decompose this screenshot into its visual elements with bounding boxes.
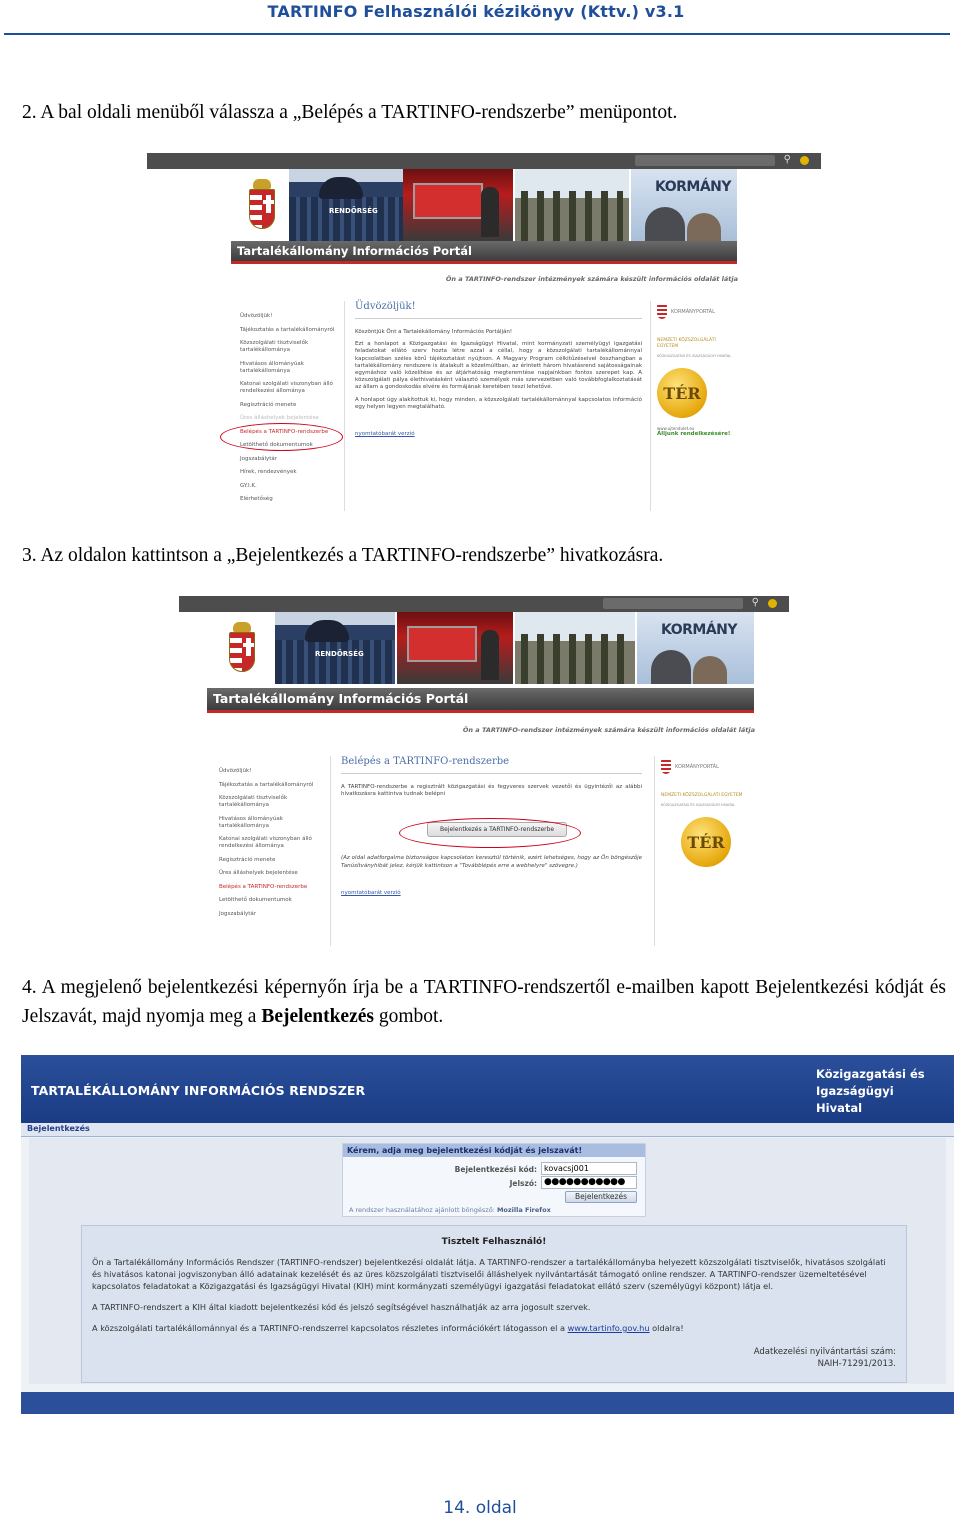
welcome-paragraph: Ezt a honlapot a Közigazgatási és Igazságügyi Hivatal, mint kormányzati személyügyi igazgatási feladatokat ellátó szerv hozta létre azzal a céllal, hogy a közszolgálati tartalékállománnyal kapcsolatban széles körű tájékoztatást nyújtson. A Magyary Program célkitűzéseivel összhangban a tartalékállomány rendszere is átalakult a közelmúltban, az érintett három hivatásrend sajátosságainak egymáshoz való közelítése és az átjárhatóság megteremtése napjainkban fontos szerepet kap. A közszolgálati pálya élethivatásként választó személyek más szervezetben való továbbfoglalkoztatását az állam a gondoskodás elvére és formájának keretében teszi lehetővé. <box>355 341 642 391</box>
login-screenshot <box>21 1055 954 1414</box>
menu-item-login[interactable]: Belépés a TARTINFO-rendszerbe <box>219 883 308 890</box>
welcome-content <box>344 301 642 511</box>
portal-top-bar <box>179 596 789 612</box>
registration-value: NAIH-71291/2013. <box>817 1359 896 1369</box>
menu-item[interactable]: Jogszabálytár <box>240 455 278 462</box>
menu-item[interactable]: Regisztráció menete <box>219 856 276 863</box>
kormanyportal-link[interactable]: KORMÁNYPORTÁL <box>675 763 719 770</box>
login-code-label: Bejelentkezési kód: <box>454 1165 537 1174</box>
browser-name: Mozilla Firefox <box>496 1206 551 1214</box>
globe-icon[interactable] <box>768 599 777 608</box>
menu-item-login[interactable]: Belépés a TARTINFO-rendszerbe <box>240 428 329 435</box>
menu-item[interactable]: Hivatásos állományúak tartalékállománya <box>240 360 304 374</box>
menu-item[interactable]: Üdvözöljük! <box>240 313 273 319</box>
portal-banner <box>231 169 737 241</box>
alljunk-banner[interactable]: Álljunk rendelkezésére! <box>657 431 731 437</box>
login-link-button[interactable]: Bejelentkezés a TARTINFO-rendszerbe <box>427 822 567 837</box>
menu-item[interactable]: Regisztráció menete <box>240 401 297 408</box>
firefighter-photo <box>397 612 513 684</box>
notice-paragraph: A TARTINFO-rendszert a KIH által kiadott bejelentkezési kód és jelszó segítségével használhatják az arra jogosult szervek. <box>92 1302 591 1312</box>
notice-text: oldalra! <box>649 1323 684 1333</box>
security-note: (Az oldal adatforgalma biztonságos kapcsolaton keresztül történik, ezért lehetséges, hogy az Ön böngészője Tanúsítványhibát jelez, kérjük kattintson a "Továbblépés erre a webhelyre" szövegre.) <box>341 855 642 869</box>
registration-number <box>754 1346 896 1370</box>
header-rule <box>4 33 950 35</box>
step-3-text: 3. Az oldalon kattintson a „Bejelentkezés a TARTINFO-rendszerbe” hivatkozásra. <box>22 545 664 566</box>
ter-logo[interactable]: TÉR <box>657 368 707 418</box>
highlight-ellipse <box>399 818 581 848</box>
government-sign-text: KORMÁNY <box>661 622 738 638</box>
university-logo-text[interactable]: NEMZETI KÖZSZOLGÁLATI EGYETEM <box>661 793 743 798</box>
police-photo <box>289 169 403 241</box>
welcome-heading: Üdvözöljük! <box>355 301 416 312</box>
ter-logo[interactable]: TÉR <box>681 817 731 867</box>
notice-text: A közszolgálati tartalékállománnyal és a TARTINFO-rendszerrel kapcsolatos részletes információkért látogasson el a <box>92 1323 568 1333</box>
kih-logo-text[interactable]: KÖZIGAZGATÁSI ÉS IGAZSÁGÜGYI HIVATAL <box>661 803 736 807</box>
menu-item[interactable]: Tájékoztatás a tartalékállományról <box>219 781 314 788</box>
military-photo <box>515 612 635 684</box>
document-title: TARTINFO Felhasználói kézikönyv (Kttv.) v3.1 <box>267 2 685 21</box>
menu-item[interactable]: Letölthető dokumentumok <box>219 897 292 903</box>
print-friendly-link[interactable]: nyomtatóbarát verzió <box>341 889 401 896</box>
menu-item[interactable]: Hírek, rendezvények <box>240 469 297 475</box>
portal-side-menu <box>240 313 340 510</box>
login-code-input[interactable]: kovacsj001 <box>541 1162 637 1175</box>
menu-item[interactable]: Közszolgálati tisztviselők tartalékállománya <box>219 795 288 808</box>
portal-top-bar <box>147 153 821 169</box>
menu-item[interactable]: Jogszabálytár <box>219 910 257 917</box>
university-logo-text[interactable]: NEMZETI KÖZSZOLGÁLATI EGYETEM <box>657 338 716 349</box>
portal-title: Tartalékállomány Információs Portál <box>207 688 754 710</box>
menu-item[interactable]: Letölthető dokumentumok <box>240 442 313 448</box>
police-photo <box>275 612 395 684</box>
portal-right-column <box>654 756 754 946</box>
kih-logo-text[interactable]: KÖZIGAZGATÁSI ÉS IGAZSÁGÜGYI HIVATAL <box>657 354 732 358</box>
portal-title: Tartalékállomány Információs Portál <box>231 241 737 261</box>
coat-of-arms-icon <box>657 305 667 319</box>
portal-screenshot-login-page <box>179 596 789 946</box>
coat-of-arms-icon <box>227 622 257 678</box>
step-4-button-name: Bejelentkezés <box>261 1006 374 1027</box>
agency-name: Közigazgatási és Igazságügyi Hivatal <box>816 1067 925 1115</box>
government-photo <box>637 612 754 684</box>
login-page-paragraph: A TARTINFO-rendszerbe a regisztrált közigazgatási és fegyveres szervek vezetői és ügyintézői az alábbi hivatkozásra kattintva tudnak belépni <box>341 784 642 798</box>
login-footer-bar <box>21 1392 954 1414</box>
page-number: 14. oldal <box>443 1498 517 1518</box>
portal-tagline: Ön a TARTINFO-rendszer intézmények számára készült információs oldalát látja <box>462 726 755 734</box>
breadcrumb <box>21 1123 954 1137</box>
browser-hint: A rendszer használatához ajánlott böngésző: <box>349 1206 495 1214</box>
search-icon[interactable]: ⚲ <box>783 154 791 165</box>
password-label: Jelszó: <box>509 1179 537 1188</box>
print-friendly-link[interactable]: nyomtatóbarát verzió <box>355 431 415 438</box>
registration-label: Adatkezelési nyilvántartási szám: <box>753 1347 896 1357</box>
welcome-paragraph: A honlapot úgy alakítottuk ki, hogy minden, a közszolgálati tartalékállománnyal kapcsolatos információ egy helyen legyen megtalálható. <box>355 396 642 410</box>
portal-banner <box>207 612 754 684</box>
military-photo <box>515 169 629 241</box>
portal-title-accent <box>207 710 754 713</box>
coat-of-arms-icon <box>661 760 671 774</box>
search-icon[interactable]: ⚲ <box>751 597 759 608</box>
browser-recommendation <box>349 1206 551 1214</box>
menu-item[interactable]: Közszolgálati tisztviselők tartalékállománya <box>240 340 309 353</box>
login-page-heading: Belépés a TARTINFO-rendszerbe <box>341 756 510 767</box>
menu-item[interactable]: Elérhetőség <box>240 496 273 502</box>
portal-right-column <box>650 301 732 511</box>
menu-item[interactable]: Üres álláshelyek bejelentése <box>219 870 298 876</box>
portal-tagline: Ön a TARTINFO-rendszer intézmények számára készült információs oldalát látja <box>445 275 738 283</box>
menu-item[interactable]: Üres álláshelyek bejelentése <box>240 415 319 421</box>
menu-item[interactable]: Katonai szolgálati viszonyban álló rendelkezési állománya <box>240 381 333 394</box>
menu-item[interactable]: Üdvözöljük! <box>219 768 252 774</box>
login-page-content <box>330 756 642 946</box>
menu-item[interactable]: Tájékoztatás a tartalékállományról <box>240 326 335 333</box>
ujtendulet-url[interactable]: www.ujtendulet.eu <box>657 426 695 431</box>
document-header <box>0 0 960 36</box>
firefighter-photo <box>403 169 513 241</box>
step-4-text <box>22 973 946 1031</box>
portal-search-input[interactable] <box>635 155 775 166</box>
highlight-ellipse <box>220 423 343 451</box>
coat-of-arms-icon <box>247 179 277 235</box>
government-sign-text: KORMÁNY <box>655 179 732 195</box>
system-title: TARTALÉKÁLLOMÁNY INFORMÁCIÓS RENDSZER <box>31 1083 366 1098</box>
government-photo <box>631 169 737 241</box>
tartinfo-website-link[interactable]: www.tartinfo.gov.hu <box>567 1323 650 1333</box>
menu-item[interactable]: Katonai szolgálati viszonyban álló rendelkezési állománya <box>219 836 312 849</box>
login-form-title: Kérem, adja meg bejelentkezési kódját és jelszavát! <box>343 1144 645 1157</box>
kormanyportal-link[interactable]: KORMÁNYPORTÁL <box>671 308 715 315</box>
breadcrumb-item[interactable]: Bejelentkezés <box>27 1124 90 1133</box>
user-notice <box>81 1225 907 1383</box>
step-4-text-start: 4. A megjelenő bejelentkezési képernyőn írja be a TARTINFO-rendszertől e-mailben kapott Bejelentkezési kódját és Jelszavát, majd nyomja meg a <box>22 977 946 1027</box>
menu-item[interactable]: GY.I.K. <box>240 482 257 489</box>
welcome-paragraph: Köszöntjük Önt a Tartalékállomány Információs Portálján! <box>355 329 513 335</box>
login-header <box>21 1055 954 1123</box>
password-input[interactable]: ●●●●●●●●●●● <box>541 1176 637 1189</box>
police-badge-text: RENDŐRSÉG <box>315 650 364 658</box>
menu-item[interactable]: Hivatásos állományúak tartalékállománya <box>219 815 283 829</box>
notice-title: Tisztelt Felhasználó! <box>441 1237 547 1247</box>
notice-paragraph <box>92 1322 896 1334</box>
notice-paragraph: Ön a Tartalékállomány Információs Rendszer (TARTINFO-rendszer) bejelentkezési oldalát látja. A TARTINFO-rendszer a tartalékállományba helyezett közszolgálati tisztviselők, hivatásos szolgálati és hivatásos katonai jogviszonyban álló adatainak kezelését és az üres közszolgálati tisztviselői álláshelyek nyilvántartását támogató online rendszer. A TARTINFO-rendszer üzemeltetésével kapcsolatos feladatokat a Közigazgatási és Igazságügyi Hivatal (KIH) mint kormányzati személyügyi igazgatási feladatokat ellátó szerv (személyügyi központ) látja el. <box>92 1257 886 1291</box>
login-form <box>342 1143 646 1217</box>
step-2-text: 2. A bal oldali menüből válassza a „Belépés a TARTINFO-rendszerbe” menüpontot. <box>22 102 678 123</box>
portal-side-menu <box>219 768 319 924</box>
portal-title-accent <box>231 261 737 264</box>
globe-icon[interactable] <box>800 156 809 165</box>
portal-search-input[interactable] <box>603 598 743 609</box>
police-badge-text: RENDŐRSÉG <box>329 207 378 215</box>
login-submit-button[interactable]: Bejelentkezés <box>565 1191 637 1203</box>
portal-screenshot-welcome <box>147 153 821 513</box>
step-4-text-end: gombot. <box>373 1006 444 1027</box>
